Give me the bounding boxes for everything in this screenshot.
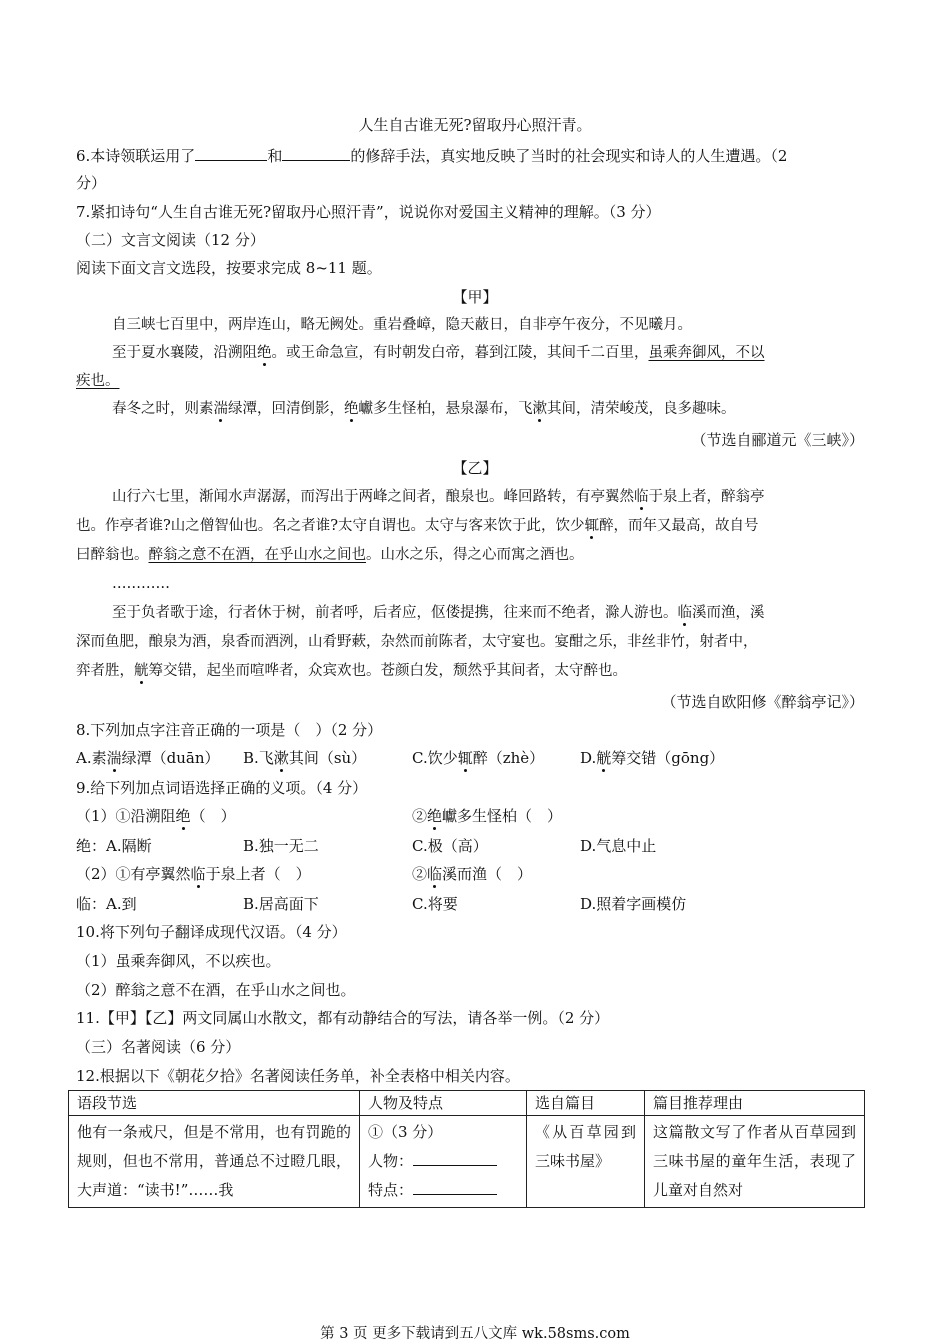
jia-para-3: 春冬之时，则素湍绿潭，回清倒影，绝巘多生怪柏，悬泉瀑布，飞漱其间，清荣峻茂，良多趣味。	[112, 401, 736, 417]
passage-yi-title: 【乙】	[452, 459, 498, 477]
underlined-sentence: 虽乘奔御风，不以	[648, 345, 765, 361]
answer-blank[interactable]	[413, 1179, 497, 1195]
jia-para-2-cont: 疾也。	[76, 373, 120, 389]
yi-para-1: 山行六七里，渐闻水声潺潺，而泻出于两峰之间者，酿泉也。峰回路转，有亭翼然临于泉上者，醉翁亭	[112, 489, 765, 505]
section-2-instruction: 阅读下面文言文选段，按要求完成 8~11 题。	[76, 259, 382, 277]
ellipsis: …………	[112, 576, 170, 592]
question-6-cont: 分）	[76, 174, 107, 192]
jia-para-2: 至于夏水襄陵，沿溯阻绝。或王命急宣，有时朝发白帝，暮到江陵，其间千二百里，虽乘奔御风，不以	[112, 345, 765, 361]
yi-para-2: 也。作亭者谁?山之僧智仙也。名之者谁?太守自谓也。太守与客来饮于此，饮少辄醉，而年又最高，故自号	[76, 518, 759, 534]
table-cell-reason: 这篇散文写了作者从百草园到三味书屋的童年生活，表现了儿童对自然对	[645, 1116, 865, 1208]
table-cell-excerpt: 他有一条戒尺，但是不常用，也有罚跪的规则，但也不常用，普通总不过瞪几眼，大声道：“读书!”……我	[69, 1116, 360, 1208]
question-9: 9.给下列加点词语选择正确的义项。（4 分）	[76, 779, 368, 797]
table-cell-chapter: 《从百草园到三味书屋》	[527, 1116, 645, 1208]
table-cell-character: ①（3 分） 人物： 特点：	[360, 1116, 527, 1208]
page-footer: 第 3 页 更多下载请到五八文库 wk.58sms.com	[320, 1326, 630, 1342]
jia-source: （节选自郦道元《三峡》）	[691, 431, 864, 449]
yi-para-6: 弈者胜，觥筹交错，起坐而喧哗者，众宾欢也。苍颜白发，颓然乎其间者，太守醉也。	[76, 663, 627, 679]
q9-sense-d2: D.照着字画模仿	[580, 895, 687, 913]
section-3-title: （三）名著阅读（6 分）	[76, 1038, 241, 1056]
q9-item-2-2: ②临溪而渔（ ）	[412, 865, 533, 883]
q9-sense-b: B.独一无二	[243, 837, 319, 855]
yi-para-4: 至于负者歌于途，行者休于树，前者呼，后者应，伛偻提携，往来而不绝者，滁人游也。临溪而渔，溪	[112, 605, 765, 621]
answer-blank[interactable]	[195, 145, 267, 161]
table-header: 人物及特点	[360, 1091, 527, 1116]
q9-item-2-1: （2）①有亭翼然临于泉上者（ ）	[76, 865, 311, 883]
q9-sense-c: C.极（高）	[412, 837, 488, 855]
question-7: 7.紧扣诗句“人生自古谁无死?留取丹心照汗青”，说说你对爱国主义精神的理解。（3 分）	[76, 203, 661, 221]
table-header: 选自篇目	[527, 1091, 645, 1116]
q8-option-d[interactable]: D.觥筹交错（gōng）	[580, 749, 725, 767]
question-8: 8.下列加点字注音正确的一项是（ ）（2 分）	[76, 721, 383, 739]
q8-option-b[interactable]: B.飞漱其间（sù）	[243, 749, 367, 767]
q10-sentence-2: （2）醉翁之意不在酒，在乎山水之间也。	[76, 981, 356, 999]
question-10: 10.将下列句子翻译成现代汉语。（4 分）	[76, 923, 347, 941]
q8-option-c[interactable]: C.饮少辄醉（zhè）	[412, 749, 545, 767]
passage-jia-title: 【甲】	[452, 288, 498, 306]
reading-task-table	[68, 1090, 865, 1208]
underlined-sentence: 醉翁之意不在酒，在乎山水之间也	[148, 547, 366, 563]
section-2-title: （二）文言文阅读（12 分）	[76, 231, 265, 249]
poem-line: 人生自古谁无死?留取丹心照汗青。	[358, 116, 592, 134]
answer-blank[interactable]	[413, 1150, 497, 1166]
answer-blank[interactable]	[282, 145, 350, 161]
yi-para-3: 曰醉翁也。醉翁之意不在酒，在乎山水之间也。山水之乐，得之心而寓之酒也。	[76, 547, 584, 563]
q9-sense-d: D.气息中止	[580, 837, 657, 855]
yi-source: （节选自欧阳修《醉翁亭记》）	[661, 693, 864, 711]
q9-sense-b2: B.居高面下	[243, 895, 319, 913]
q9-sense-a2: 临：A.到	[76, 895, 137, 913]
table-header: 语段节选	[69, 1091, 360, 1116]
q8-option-a[interactable]: A.素湍绿潭（duān）	[76, 749, 220, 767]
table-header: 篇目推荐理由	[645, 1091, 865, 1116]
question-6: 6.本诗领联运用了 和 的修辞手法，真实地反映了当时的社会现实和诗人的人生遭遇。（2	[76, 147, 788, 165]
q9-sense-a: 绝：A.隔断	[76, 837, 152, 855]
q9-sense-c2: C.将要	[412, 895, 458, 913]
q9-item-1-1: （1）①沿溯阻绝（ ）	[76, 807, 236, 825]
yi-para-5: 深而鱼肥，酿泉为酒，泉香而酒洌，山肴野蔌，杂然而前陈者，太守宴也。宴酣之乐，非丝非竹，射者中，	[76, 634, 758, 650]
jia-para-1: 自三峡七百里中，两岸连山，略无阙处。重岩叠嶂，隐天蔽日，自非亭午夜分，不见曦月。	[112, 317, 692, 333]
question-11: 11.【甲】【乙】两文同属山水散文，都有动静结合的写法，请各举一例。（2 分）	[76, 1009, 610, 1027]
question-12: 12.根据以下《朝花夕拾》名著阅读任务单，补全表格中相关内容。	[76, 1067, 520, 1085]
q10-sentence-1: （1）虽乘奔御风，不以疾也。	[76, 952, 281, 970]
q9-item-1-2: ②绝巘多生怪柏（ ）	[412, 807, 563, 825]
